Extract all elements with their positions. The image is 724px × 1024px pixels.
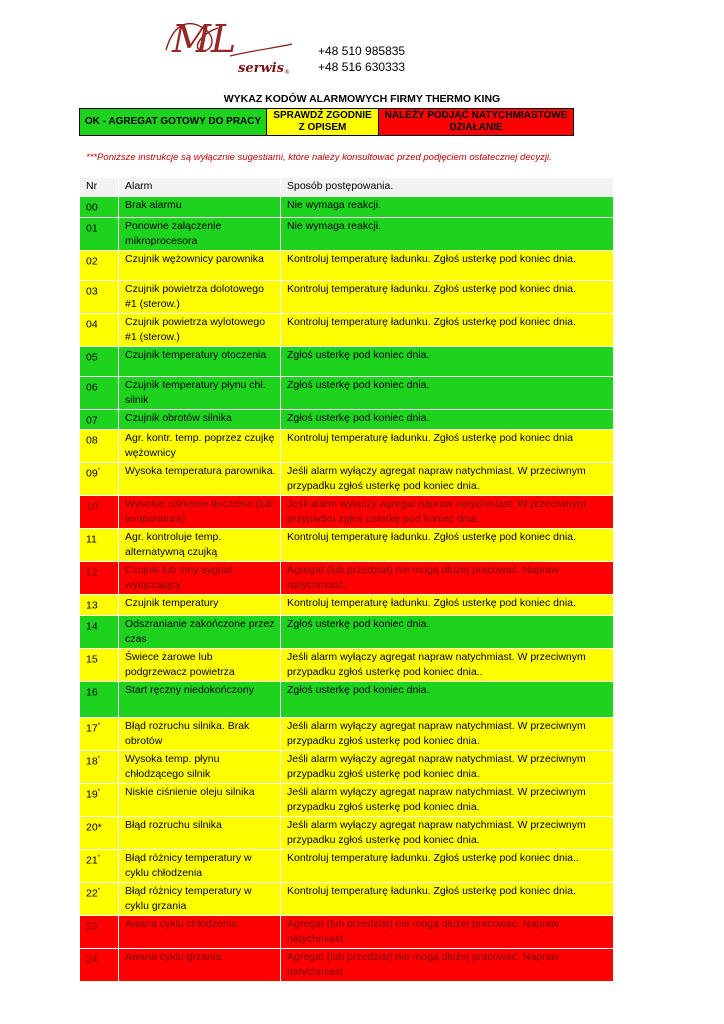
alarm-name: Czujnik powietrza dolotowego #1 (sterow.) [119,280,281,313]
ml-serwis-logo-icon [160,10,295,80]
table-row [80,197,614,218]
alarm-action: Kontroluj temperaturę ładunku. Zgłoś usterkę pod koniec dnia. [281,250,614,280]
column-header-nr: Nr [80,178,119,197]
alarm-code-number: 00 [86,201,98,214]
alarm-action: Zgłoś usterkę pod koniec dnia. [281,409,614,430]
alarm-code-mark: * [97,887,101,894]
alarm-name: Czujnik temperatury otoczenia [119,346,281,376]
alarm-name: Agr. kontroluje temp. alternatywną czujką [119,529,281,562]
alarm-code-number: 07 [86,414,98,426]
table-row [80,409,614,430]
table-row [80,562,614,595]
alarm-name: Odszranianie zakończone przez czas [119,615,281,648]
table-row [80,595,614,616]
alarm-code-number: 13 [86,599,98,612]
alarm-code-number: 12 [86,566,98,579]
alarm-action: Jeśli alarm wyłączy agregat napraw natychmiast. W przeciwnym przypadku zgłoś usterkę pod koniec dnia. [281,463,614,496]
alarm-code [80,948,119,981]
alarm-action: Zgłoś usterkę pod koniec dnia. [281,376,614,409]
alarm-code-number: 11 [86,533,97,546]
table-row [80,915,614,948]
alarm-code-number: 22 [86,887,98,899]
table-row [80,376,614,409]
alarm-code [80,463,119,496]
phone-number: +48 510 985835 [318,44,406,58]
alarm-code [80,313,119,346]
alarm-code [80,529,119,562]
alarm-action: Kontroluj temperaturę ładunku. Zgłoś usterkę pod koniec dnia.. [281,849,614,882]
alarm-action: Jeśli alarm wyłączy agregat napraw natychmiast. W przeciwnym przypadku zgłoś usterkę pod koniec dnia. [281,717,614,750]
table-row [80,430,614,463]
alarm-action: Zgłoś usterkę pod koniec dnia. [281,681,614,717]
alarm-code-mark: * [97,501,101,507]
alarm-code-number: 19 [86,788,98,800]
alarm-code-mark: * [97,722,101,729]
alarm-code-number: 18 [86,755,98,767]
alarm-name: Błąd rozruchu silnika [119,816,281,849]
alarm-code-number: 24 [86,953,98,965]
alarm-code-number: 02 [86,255,98,267]
alarm-action: Kontroluj temperaturę ładunku. Zgłoś usterkę pod koniec dnia. [281,882,614,915]
table-row [80,681,614,717]
legend-ok: OK - AGREGAT GOTOWY DO PRACY [80,109,267,136]
alarm-code-number: 15 [86,653,98,665]
alarm-name: Awaria cyklu grzania. [119,948,281,981]
alarm-code-number: 01 [86,222,98,234]
alarm-code-number: 21 [86,854,98,866]
alarm-name: Czujnik powietrza wylotowego #1 (sterow.) [119,313,281,346]
alarm-name: Wysokie ciśnienie tłoczenia (lub temperatura) [119,496,281,529]
alarm-action: Kontroluj temperaturę ładunku. Zgłoś usterkę pod koniec dnia [281,430,614,463]
alarm-action: Jeśli alarm wyłączy agregat napraw natychmiast. W przeciwnym przypadku zgłoś usterkę pod koniec dnia. [281,783,614,816]
alarm-name: Świece żarowe lub podgrzewacz powietrza [119,648,281,681]
legend-check: SPRAWDŹ ZGODNIE Z OPISEM [267,109,379,136]
alarm-code [80,750,119,783]
status-legend [79,108,574,136]
alarm-code-mark: * [97,788,101,795]
alarm-action: Jeśli alarm wyłączy agregat napraw natychmiast. W przeciwnym przypadku zgłoś usterkę pod koniec dnia. [281,496,614,529]
alarm-code [80,849,119,882]
alarm-name: Czujnik wężownicy parownika [119,250,281,280]
disclaimer-note: ***Poniższe instrukcje są wyłącznie sugestiami, które należy konsultować przed podjęciem ostatecznej decyzji. [86,152,552,163]
alarm-name: Błąd różnicy temperatury w cyklu grzania [119,882,281,915]
company-logo [160,10,295,80]
alarm-code [80,648,119,681]
svg-text:®: ® [284,69,290,76]
alarm-name: Błąd różnicy temperatury w cyklu chłodzenia [119,849,281,882]
table-row [80,463,614,496]
alarm-action: Agregat (lub przedział) nie mogą dłużej pracować. Napraw natychmiast. [281,948,614,981]
alarm-name: Start ręczny niedokończony [119,681,281,717]
alarm-code-number: 06 [86,381,98,393]
column-header-alarm: Alarm [119,178,281,197]
alarm-code-mark: * [97,755,101,762]
alarm-code [80,496,119,529]
alarm-code-number: 23 [86,920,98,932]
alarm-code-number: 05 [86,351,98,363]
alarm-code [80,376,119,409]
alarm-code [80,783,119,816]
table-row [80,615,614,648]
phone-number: +48 516 630333 [318,60,406,74]
document-title: WYKAZ KODÓW ALARMOWYCH FIRMY THERMO KING [223,93,501,105]
alarm-name: Czujnik lub inny sygnał wyłączający [119,562,281,595]
alarm-code [80,280,119,313]
alarm-action: Agregat (lub przedział) nie mogą dłużej pracować. Napraw natychmiast. [281,915,614,948]
alarm-code [80,681,119,717]
table-row [80,849,614,882]
alarm-name: Czujnik obrotów silnika [119,409,281,430]
alarm-code [80,615,119,648]
alarm-code-number: 04 [86,318,98,330]
table-row [80,280,614,313]
alarm-code-number: 20* [86,821,102,833]
table-row [80,217,614,250]
table-row [80,250,614,280]
alarm-action: Jeśli alarm wyłączy agregat napraw natychmiast. W przeciwnym przypadku zgłoś usterkę pod koniec dnia.. [281,648,614,681]
table-row [80,783,614,816]
table-row [80,948,614,981]
table-row [80,750,614,783]
alarm-code [80,717,119,750]
alarm-name: Błąd rozruchu silnika. Brak obrotów [119,717,281,750]
logo-initials: ML [172,17,237,61]
alarm-name: Niskie ciśnienie oleju silnika [119,783,281,816]
table-header-row [80,178,614,197]
alarm-code [80,882,119,915]
alarm-action: Jeśli alarm wyłączy agregat napraw natychmiast. W przeciwnym przypadku zgłoś usterkę pod koniec dnia. [281,816,614,849]
alarm-action: Kontroluj temperaturę ładunku. Zgłoś usterkę pod koniec dnia. [281,595,614,616]
alarm-name: Wysoka temperatura parownika. [119,463,281,496]
column-header-action: Sposób postępowania. [281,178,614,197]
alarm-code [80,595,119,616]
alarm-code-number: 10 [86,500,98,513]
alarm-code [80,197,119,218]
alarm-action: Kontroluj temperaturę ładunku. Zgłoś usterkę pod koniec dnia. [281,313,614,346]
alarm-code-number: 03 [86,285,98,297]
alarm-name: Awaria cyklu chłodzenia [119,915,281,948]
alarm-action: Zgłoś usterkę pod koniec dnia. [281,346,614,376]
alarm-code-mark: * [97,468,101,474]
table-row [80,529,614,562]
alarm-code [80,250,119,280]
alarm-name: Czujnik temperatury płynu chł. silnik [119,376,281,409]
alarm-code [80,816,119,849]
table-row [80,496,614,529]
alarm-code [80,562,119,595]
table-row [80,313,614,346]
table-row [80,717,614,750]
alarm-code [80,430,119,463]
legend-urgent: NALEŻY PODJĄĆ NATYCHMIASTOWE DZIAŁANIE [379,109,574,136]
alarm-action: Jeśli alarm wyłączy agregat napraw natychmiast. W przeciwnym przypadku zgłoś usterkę pod koniec dnia. [281,750,614,783]
alarm-code [80,346,119,376]
contact-phones [318,43,405,75]
alarm-name: Czujnik temperatury [119,595,281,616]
alarm-name: Wysoka temp. płynu chłodzącego silnik [119,750,281,783]
alarm-code [80,217,119,250]
table-row [80,346,614,376]
alarm-action: Zgłoś usterkę pod koniec dnia. [281,615,614,648]
alarm-code-number: 17 [86,722,98,734]
alarm-code-number: 14 [86,620,98,632]
alarm-code-number: 08 [86,434,98,447]
logo-subtitle: serwis [238,61,284,76]
alarm-codes-table [79,177,614,982]
alarm-action: Kontroluj temperaturę ładunku. Zgłoś usterkę pod koniec dnia. [281,529,614,562]
alarm-code [80,915,119,948]
alarm-code-mark: * [97,854,101,861]
alarm-name: Brak alarmu [119,197,281,218]
alarm-code-number: 16 [86,686,98,698]
alarm-action: Nie wymaga reakcji. [281,217,614,250]
table-row [80,648,614,681]
table-row [80,882,614,915]
table-row [80,816,614,849]
alarm-action: Kontroluj temperaturę ładunku. Zgłoś usterkę pod koniec dnia. [281,280,614,313]
alarm-action: Nie wymaga reakcji. [281,197,614,218]
alarm-code-number: 09 [86,467,98,480]
alarm-name: Ponowne załączenie mikroprocesora [119,217,281,250]
alarm-action: Agregat (lub przedział) nie mogą dłużej pracować. Napraw natychmiast. [281,562,614,595]
alarm-code [80,409,119,430]
alarm-name: Agr. kontr. temp. poprzez czujkę wężownicy [119,430,281,463]
alarm-code-mark: * [97,920,101,927]
